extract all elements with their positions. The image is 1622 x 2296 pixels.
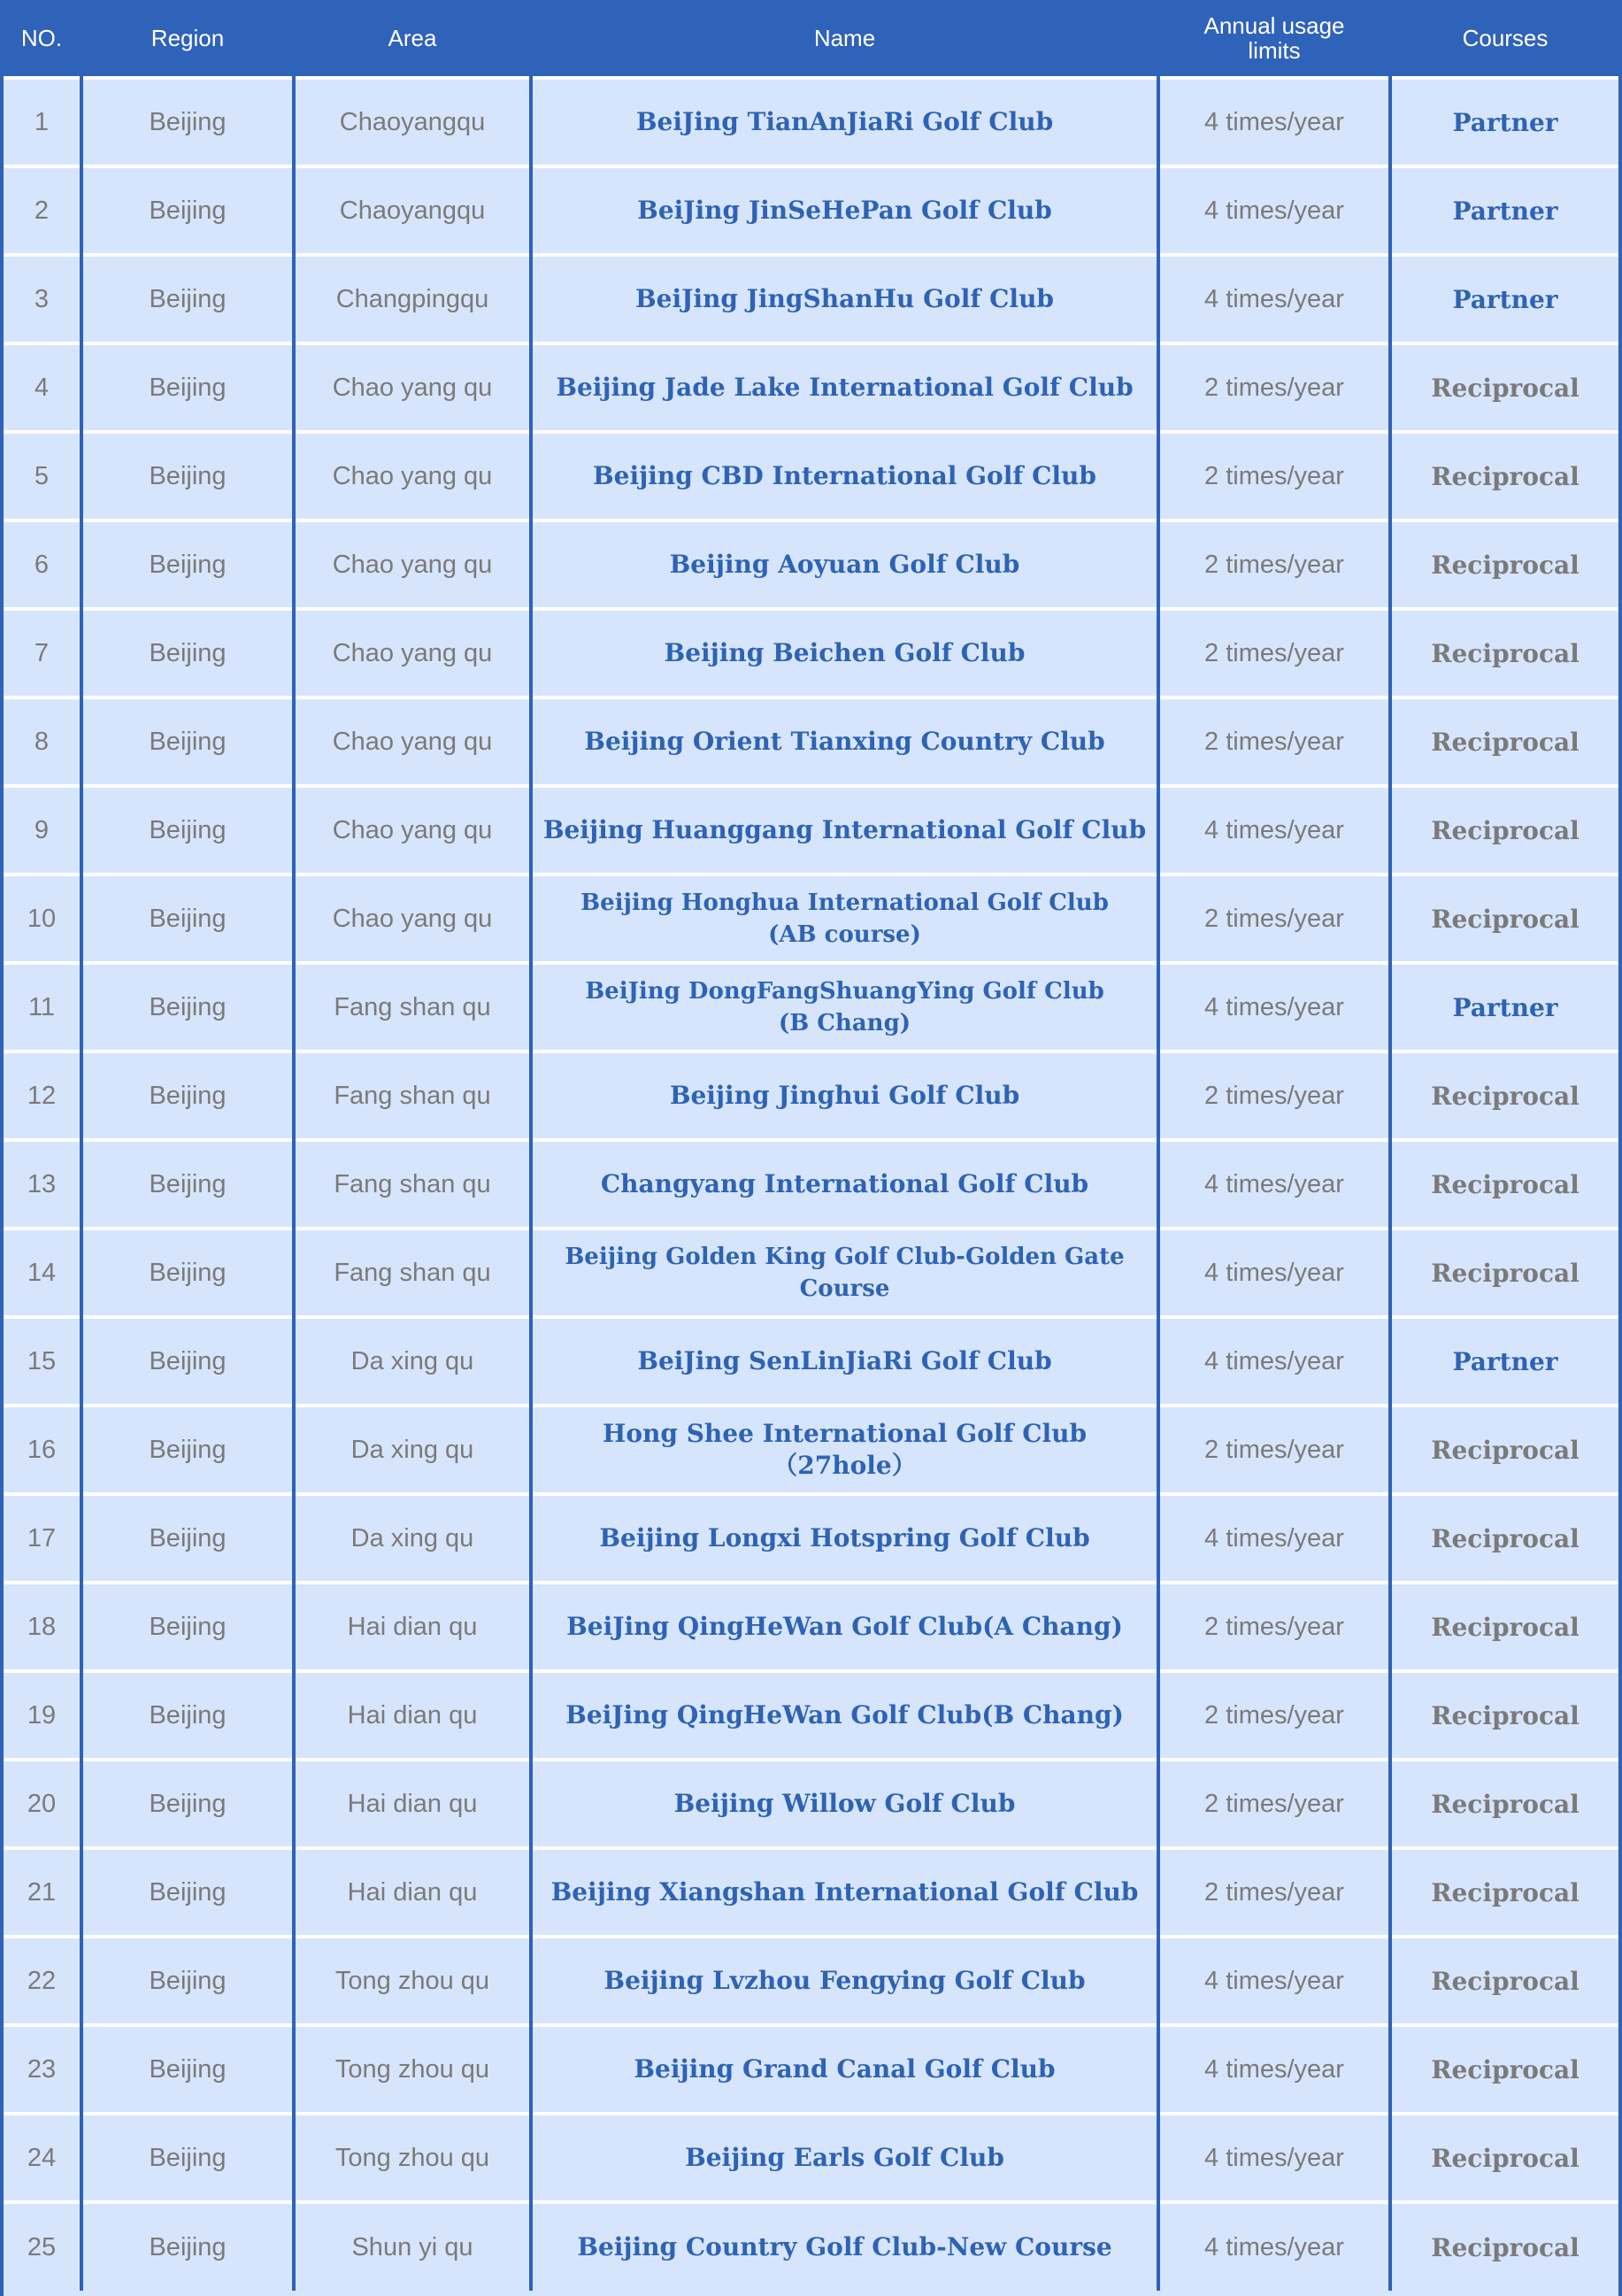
cell-courses: Reciprocal [1390, 1937, 1618, 2025]
cell-annual-usage: 2 times/year [1158, 1760, 1390, 1848]
cell-area: Tong zhou qu [294, 2025, 531, 2114]
cell-area: Fang shan qu [294, 1229, 531, 1317]
cell-no: 17 [4, 1494, 81, 1583]
cell-courses: Reciprocal [1390, 609, 1618, 697]
cell-annual-usage: 2 times/year [1158, 520, 1390, 609]
cell-region: Beijing [81, 166, 294, 255]
cell-region: Beijing [81, 1494, 294, 1583]
cell-region: Beijing [81, 1583, 294, 1671]
cell-region: Beijing [81, 1052, 294, 1140]
cell-area: Changpingqu [294, 255, 531, 343]
cell-area: Chaoyangqu [294, 78, 531, 166]
header-region: Region [81, 0, 294, 78]
cell-annual-usage: 4 times/year [1158, 1494, 1390, 1583]
cell-name: Beijing Jinghui Golf Club [531, 1052, 1158, 1140]
cell-courses: Reciprocal [1390, 2025, 1618, 2114]
cell-region: Beijing [81, 343, 294, 432]
table-row [4, 963, 1618, 1052]
cell-annual-usage: 4 times/year [1158, 1937, 1390, 2025]
cell-courses: Reciprocal [1390, 786, 1618, 874]
cell-courses: Partner [1390, 255, 1618, 343]
cell-area: Chao yang qu [294, 874, 531, 963]
cell-courses: Partner [1390, 963, 1618, 1052]
cell-no: 1 [4, 78, 81, 166]
cell-name: BeiJing SenLinJiaRi Golf Club [531, 1317, 1158, 1406]
cell-no: 8 [4, 697, 81, 786]
table-body [4, 78, 1618, 2291]
cell-region: Beijing [81, 697, 294, 786]
cell-region: Beijing [81, 1760, 294, 1848]
cell-area: Hai dian qu [294, 1671, 531, 1760]
cell-annual-usage: 2 times/year [1158, 609, 1390, 697]
cell-courses: Reciprocal [1390, 343, 1618, 432]
cell-area: Tong zhou qu [294, 2114, 531, 2202]
cell-courses: Reciprocal [1390, 1494, 1618, 1583]
cell-name: BeiJing JingShanHu Golf Club [531, 255, 1158, 343]
header-no: NO. [4, 0, 81, 78]
cell-courses: Reciprocal [1390, 1229, 1618, 1317]
cell-no: 7 [4, 609, 81, 697]
cell-annual-usage: 4 times/year [1158, 255, 1390, 343]
header-annual-usage-limits: Annual usage limits [1158, 0, 1390, 78]
cell-name: BeiJing JinSeHePan Golf Club [531, 166, 1158, 255]
cell-region: Beijing [81, 963, 294, 1052]
cell-area: Fang shan qu [294, 963, 531, 1052]
table-row [4, 1583, 1618, 1671]
cell-courses: Reciprocal [1390, 1052, 1618, 1140]
cell-annual-usage: 2 times/year [1158, 432, 1390, 520]
table-row [4, 1494, 1618, 1583]
table-row [4, 1229, 1618, 1317]
cell-name: Beijing Grand Canal Golf Club [531, 2025, 1158, 2114]
cell-no: 12 [4, 1052, 81, 1140]
cell-courses: Reciprocal [1390, 520, 1618, 609]
cell-name: Beijing CBD International Golf Club [531, 432, 1158, 520]
table-row [4, 343, 1618, 432]
cell-no: 4 [4, 343, 81, 432]
cell-annual-usage: 2 times/year [1158, 1671, 1390, 1760]
cell-no: 3 [4, 255, 81, 343]
cell-name: BeiJing QingHeWan Golf Club(B Chang) [531, 1671, 1158, 1760]
cell-name: Beijing Earls Golf Club [531, 2114, 1158, 2202]
cell-region: Beijing [81, 1229, 294, 1317]
cell-no: 13 [4, 1140, 81, 1229]
cell-no: 10 [4, 874, 81, 963]
table-row [4, 1760, 1618, 1848]
cell-no: 2 [4, 166, 81, 255]
cell-region: Beijing [81, 432, 294, 520]
cell-annual-usage: 4 times/year [1158, 963, 1390, 1052]
table-row [4, 520, 1618, 609]
cell-region: Beijing [81, 2202, 294, 2291]
cell-region: Beijing [81, 874, 294, 963]
cell-name: Beijing Orient Tianxing Country Club [531, 697, 1158, 786]
cell-name: Beijing Xiangshan International Golf Club [531, 1848, 1158, 1937]
table-row [4, 1671, 1618, 1760]
cell-name: Beijing Lvzhou Fengying Golf Club [531, 1937, 1158, 2025]
table-row [4, 2202, 1618, 2291]
cell-region: Beijing [81, 255, 294, 343]
cell-area: Fang shan qu [294, 1052, 531, 1140]
cell-region: Beijing [81, 1671, 294, 1760]
cell-no: 21 [4, 1848, 81, 1937]
cell-name: Beijing Longxi Hotspring Golf Club [531, 1494, 1158, 1583]
cell-annual-usage: 2 times/year [1158, 343, 1390, 432]
cell-courses: Reciprocal [1390, 1760, 1618, 1848]
cell-annual-usage: 4 times/year [1158, 78, 1390, 166]
cell-area: Fang shan qu [294, 1140, 531, 1229]
cell-annual-usage: 4 times/year [1158, 2114, 1390, 2202]
cell-annual-usage: 4 times/year [1158, 1229, 1390, 1317]
cell-courses: Reciprocal [1390, 2202, 1618, 2291]
table-row [4, 609, 1618, 697]
cell-area: Hai dian qu [294, 1848, 531, 1937]
table-row [4, 432, 1618, 520]
table-header [4, 0, 1618, 78]
cell-area: Chao yang qu [294, 432, 531, 520]
cell-annual-usage: 4 times/year [1158, 166, 1390, 255]
cell-no: 14 [4, 1229, 81, 1317]
table-row [4, 2025, 1618, 2114]
golf-club-table [4, 0, 1618, 2291]
table-row [4, 2114, 1618, 2202]
cell-area: Da xing qu [294, 1494, 531, 1583]
cell-region: Beijing [81, 2025, 294, 2114]
cell-name: Beijing Aoyuan Golf Club [531, 520, 1158, 609]
cell-no: 22 [4, 1937, 81, 2025]
cell-annual-usage: 4 times/year [1158, 2025, 1390, 2114]
cell-no: 16 [4, 1406, 81, 1494]
cell-courses: Partner [1390, 1317, 1618, 1406]
cell-area: Chao yang qu [294, 609, 531, 697]
cell-area: Chao yang qu [294, 343, 531, 432]
table-row [4, 1140, 1618, 1229]
table-row [4, 1848, 1618, 1937]
cell-region: Beijing [81, 78, 294, 166]
cell-annual-usage: 4 times/year [1158, 1140, 1390, 1229]
cell-area: Chao yang qu [294, 786, 531, 874]
cell-annual-usage: 4 times/year [1158, 1317, 1390, 1406]
table-row [4, 255, 1618, 343]
cell-annual-usage: 2 times/year [1158, 1848, 1390, 1937]
cell-area: Da xing qu [294, 1317, 531, 1406]
cell-area: Chaoyangqu [294, 166, 531, 255]
cell-courses: Reciprocal [1390, 2114, 1618, 2202]
table-row [4, 874, 1618, 963]
cell-area: Chao yang qu [294, 697, 531, 786]
cell-region: Beijing [81, 1140, 294, 1229]
cell-name: BeiJing QingHeWan Golf Club(A Chang) [531, 1583, 1158, 1671]
table-row [4, 1406, 1618, 1494]
cell-annual-usage: 4 times/year [1158, 786, 1390, 874]
table-row [4, 697, 1618, 786]
cell-annual-usage: 2 times/year [1158, 1052, 1390, 1140]
cell-name: Beijing Country Golf Club-New Course [531, 2202, 1158, 2291]
cell-name: Beijing Jade Lake International Golf Club [531, 343, 1158, 432]
cell-no: 6 [4, 520, 81, 609]
header-row [4, 0, 1618, 78]
table-row [4, 1052, 1618, 1140]
table-row [4, 1317, 1618, 1406]
cell-area: Tong zhou qu [294, 1937, 531, 2025]
cell-no: 15 [4, 1317, 81, 1406]
cell-area: Hai dian qu [294, 1760, 531, 1848]
cell-courses: Partner [1390, 166, 1618, 255]
cell-courses: Reciprocal [1390, 874, 1618, 963]
cell-no: 23 [4, 2025, 81, 2114]
cell-name: Beijing Huanggang International Golf Club [531, 786, 1158, 874]
cell-area: Shun yi qu [294, 2202, 531, 2291]
cell-annual-usage: 2 times/year [1158, 697, 1390, 786]
header-name: Name [531, 0, 1158, 78]
cell-no: 11 [4, 963, 81, 1052]
cell-annual-usage: 2 times/year [1158, 874, 1390, 963]
cell-area: Hai dian qu [294, 1583, 531, 1671]
cell-area: Da xing qu [294, 1406, 531, 1494]
cell-region: Beijing [81, 786, 294, 874]
table-row [4, 1937, 1618, 2025]
cell-name: BeiJing TianAnJiaRi Golf Club [531, 78, 1158, 166]
cell-no: 9 [4, 786, 81, 874]
cell-name: BeiJing DongFangShuangYing Golf Club (B Chang) [531, 963, 1158, 1052]
cell-courses: Reciprocal [1390, 1583, 1618, 1671]
cell-courses: Partner [1390, 78, 1618, 166]
cell-region: Beijing [81, 2114, 294, 2202]
cell-region: Beijing [81, 1317, 294, 1406]
header-courses: Courses [1390, 0, 1618, 78]
cell-name: Beijing Honghua International Golf Club (AB course) [531, 874, 1158, 963]
table-row [4, 166, 1618, 255]
cell-no: 19 [4, 1671, 81, 1760]
cell-no: 24 [4, 2114, 81, 2202]
cell-region: Beijing [81, 1848, 294, 1937]
cell-name: Beijing Golden King Golf Club-Golden Gate Course [531, 1229, 1158, 1317]
cell-no: 5 [4, 432, 81, 520]
cell-region: Beijing [81, 609, 294, 697]
header-area: Area [294, 0, 531, 78]
cell-region: Beijing [81, 520, 294, 609]
cell-annual-usage: 4 times/year [1158, 2202, 1390, 2291]
cell-name: Beijing Beichen Golf Club [531, 609, 1158, 697]
cell-area: Chao yang qu [294, 520, 531, 609]
table-row [4, 786, 1618, 874]
cell-no: 25 [4, 2202, 81, 2291]
cell-no: 20 [4, 1760, 81, 1848]
cell-annual-usage: 2 times/year [1158, 1406, 1390, 1494]
table-row [4, 78, 1618, 166]
cell-courses: Reciprocal [1390, 1848, 1618, 1937]
cell-annual-usage: 2 times/year [1158, 1583, 1390, 1671]
cell-no: 18 [4, 1583, 81, 1671]
cell-courses: Reciprocal [1390, 1406, 1618, 1494]
cell-courses: Reciprocal [1390, 432, 1618, 520]
cell-courses: Reciprocal [1390, 697, 1618, 786]
cell-region: Beijing [81, 1937, 294, 2025]
cell-name: Beijing Willow Golf Club [531, 1760, 1158, 1848]
cell-region: Beijing [81, 1406, 294, 1494]
cell-courses: Reciprocal [1390, 1671, 1618, 1760]
cell-name: Hong Shee International Golf Club（27hole） [531, 1406, 1158, 1494]
cell-name: Changyang International Golf Club [531, 1140, 1158, 1229]
cell-courses: Reciprocal [1390, 1140, 1618, 1229]
